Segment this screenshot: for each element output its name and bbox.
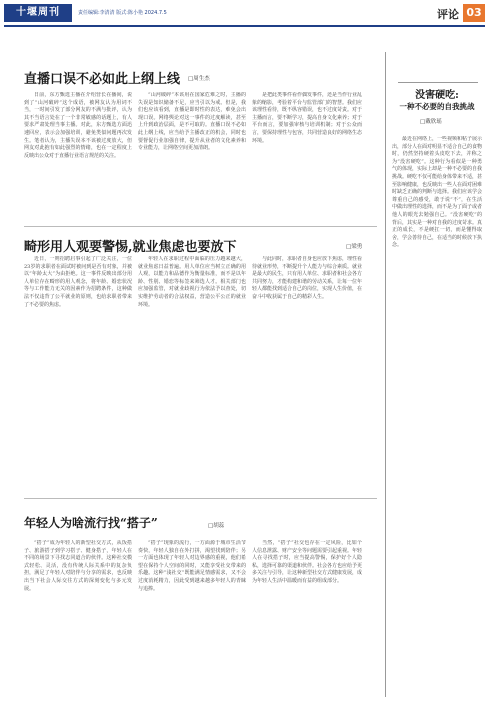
article3-byline: □胡蕊 — [208, 523, 225, 529]
article-divider — [24, 226, 377, 227]
newspaper-brand: 十堰周刊 — [4, 4, 72, 22]
article1-byline: □周生杰 — [188, 76, 210, 82]
sidebar-title-line1[interactable]: 没害硬吃: — [415, 90, 459, 101]
article3-title[interactable]: 年轻人为啥流行找“搭子” — [24, 516, 158, 530]
article2-title[interactable]: 畸形用人观要警惕,就业焦虑也要放下 — [24, 240, 237, 255]
page-header — [0, 0, 489, 26]
article1-col1: 日前，东方甄选主播在介绍营长在播间，说到了“山河破碎”这个成语，被网友认为用词不当，一时间引发了部分网友的不满与批评，认为其不当语言处在了一个非常敏感的话题上，有人要求严肃处理当事主播。对此，东方甄选方面迅速回应，表示会加强培训，避免类似问题再次发生。笔者认为，主播失误本不该被过度放大，但网友对此抱有如此强烈的情绪，也在一定程度上反映出公众对于直播行业语言规范的关注。 — [24, 92, 132, 159]
section-name: 评论 — [437, 8, 459, 21]
sidebar-title-line2[interactable]: 一种不必要的自我挑战 — [399, 102, 475, 111]
article2-col1: 近日，一则招聘启事引起了广泛关注，一位23岁的求职者在面试时被问到是否有对象，并被以“年龄太大”为由拒绝。这一事件反映出部分用人单位存在畸形的用人观念，将年龄、婚恋状况等与工作能力无关的因素作为招聘条件，这种做法不仅违背了公平就业的原则，也给求职者带来了不必要的焦虑。 — [24, 256, 132, 308]
article1-col2: “山河破碎”本该用在国家危难之时，主播的失误是知识储备不足，应当引以为戒。但是，我们也应该看到，直播是即时性的表达，难免会出现口误。网络舆论对这一事件的过度解读，甚至上升到政治层面，是不可取的。直播口误不必如此上纲上线，应当给予主播改正的机会，同时也要督促行业加强自律，提升从业者的文化素养和专业能力，让网络空间更加清朗。 — [138, 92, 246, 152]
article1-col3: 是把此类事件看作偶发事件，还是当作行业乱象的缩影，考验着平台与监管部门的智慧。我们应该理性看待，既不纵容错误，也不过度苛责。对于主播而言，要不断学习，提高自身文化素养；对于平台而言，要加强审核与培训机制；对于公众而言，要保持理性与包容，共同营造良好的网络生态环境。 — [252, 92, 362, 144]
sidebar-body: 最近在网络上，一些视频和帖子展示出，部分人在面对明显不适合自己的食物时，仍然坚持硬着头皮吃下去，并称之为“没害硬吃”。这种行为看似是一种勇气的体现，实际上却是一种不必要的自我挑战。硬吃不仅可能给身体带来不适，甚至影响健康，也反映出一些人在面对困难时缺乏正确的判断与选择。我们应该学会尊重自己的感受，敢于说“不”，在生活中做出理性的选择，而不是为了面子或者他人的眼光去勉强自己。“没害硬吃”的背后，其实是一种对自我的过度苛求。真正的成长，不是硬扛一切，而是懂得取舍，学会善待自己，在适当的时候放下执念。 — [392, 136, 482, 249]
article3-col1: “搭子”成为年轻人的新型社交方式，从饭搭子、旅游搭子到学习搭子、健身搭子，年轻人在不同的场景下寻找志同道合的伙伴。这种社交模式轻松、灵活，没有传统人际关系中的复杂负担，满足了年轻人对陪伴与分享的需求，也反映出当下社会人际交往方式的深刻变化与多元发展。 — [24, 540, 132, 592]
article2-col3: 与此同时，求职者自身也应放下焦虑，理性看待就业形势，不断提升个人能力与综合素质。就业是最大的民生，只有用人单位、求职者和社会各方共同努力，才能构建和谐的劳动关系，让每一位年轻人都能找到适合自己的岗位，实现人生价值，在奋斗中收获属于自己的精彩人生。 — [252, 256, 362, 300]
article-divider — [24, 498, 377, 499]
sidebar-byline: □戴欣瑶 — [420, 119, 442, 125]
article2-byline: □梁勇 — [346, 244, 363, 250]
sidebar-title-rule — [398, 82, 478, 83]
article1-title[interactable]: 直播口误不必如此上纲上线 — [24, 72, 181, 87]
article3-col2: “搭子”现象的流行，一方面源于城市生活节奏快，年轻人独自在外打拼，渴望找到陪伴；另一方面也体现了年轻人对边界感的重视，他们希望在保持个人空间的同时，又能享受社交带来的乐趣。这种“浅社交”既能满足情感需求，又不会过度消耗精力，因此受到越来越多年轻人的青睐与追捧。 — [138, 540, 246, 592]
editor-info: 责任编辑:李清清 版式:陈小艳 2024.7.5 — [78, 10, 167, 16]
article3-col3: 当然，“搭子”社交也存在一定风险，比如个人信息泄露、财产安全等问题需要引起重视。年轻人在寻找搭子时，应当提高警惕，保护好个人隐私，选择可靠的渠道和伙伴。社会各方也应给予更多关注与引导，让这种新型社交方式健康发展，成为年轻人生活中温暖而有益的组成部分。 — [252, 540, 362, 584]
article2-col2: 年轻人在求职过程中面临的压力越来越大，就业焦虑日益普遍。用人单位应当树立正确的用人观，以能力和品德作为衡量标准，而不是以年龄、性别、婚恋等标签来筛选人才。相关部门也应加强监管，对就业歧视行为依法予以查处，切实维护劳动者的合法权益，营造公平公正的就业环境。 — [138, 256, 246, 308]
page-number: 03 — [463, 4, 485, 22]
column-divider — [385, 52, 386, 697]
header-rule — [4, 25, 485, 27]
